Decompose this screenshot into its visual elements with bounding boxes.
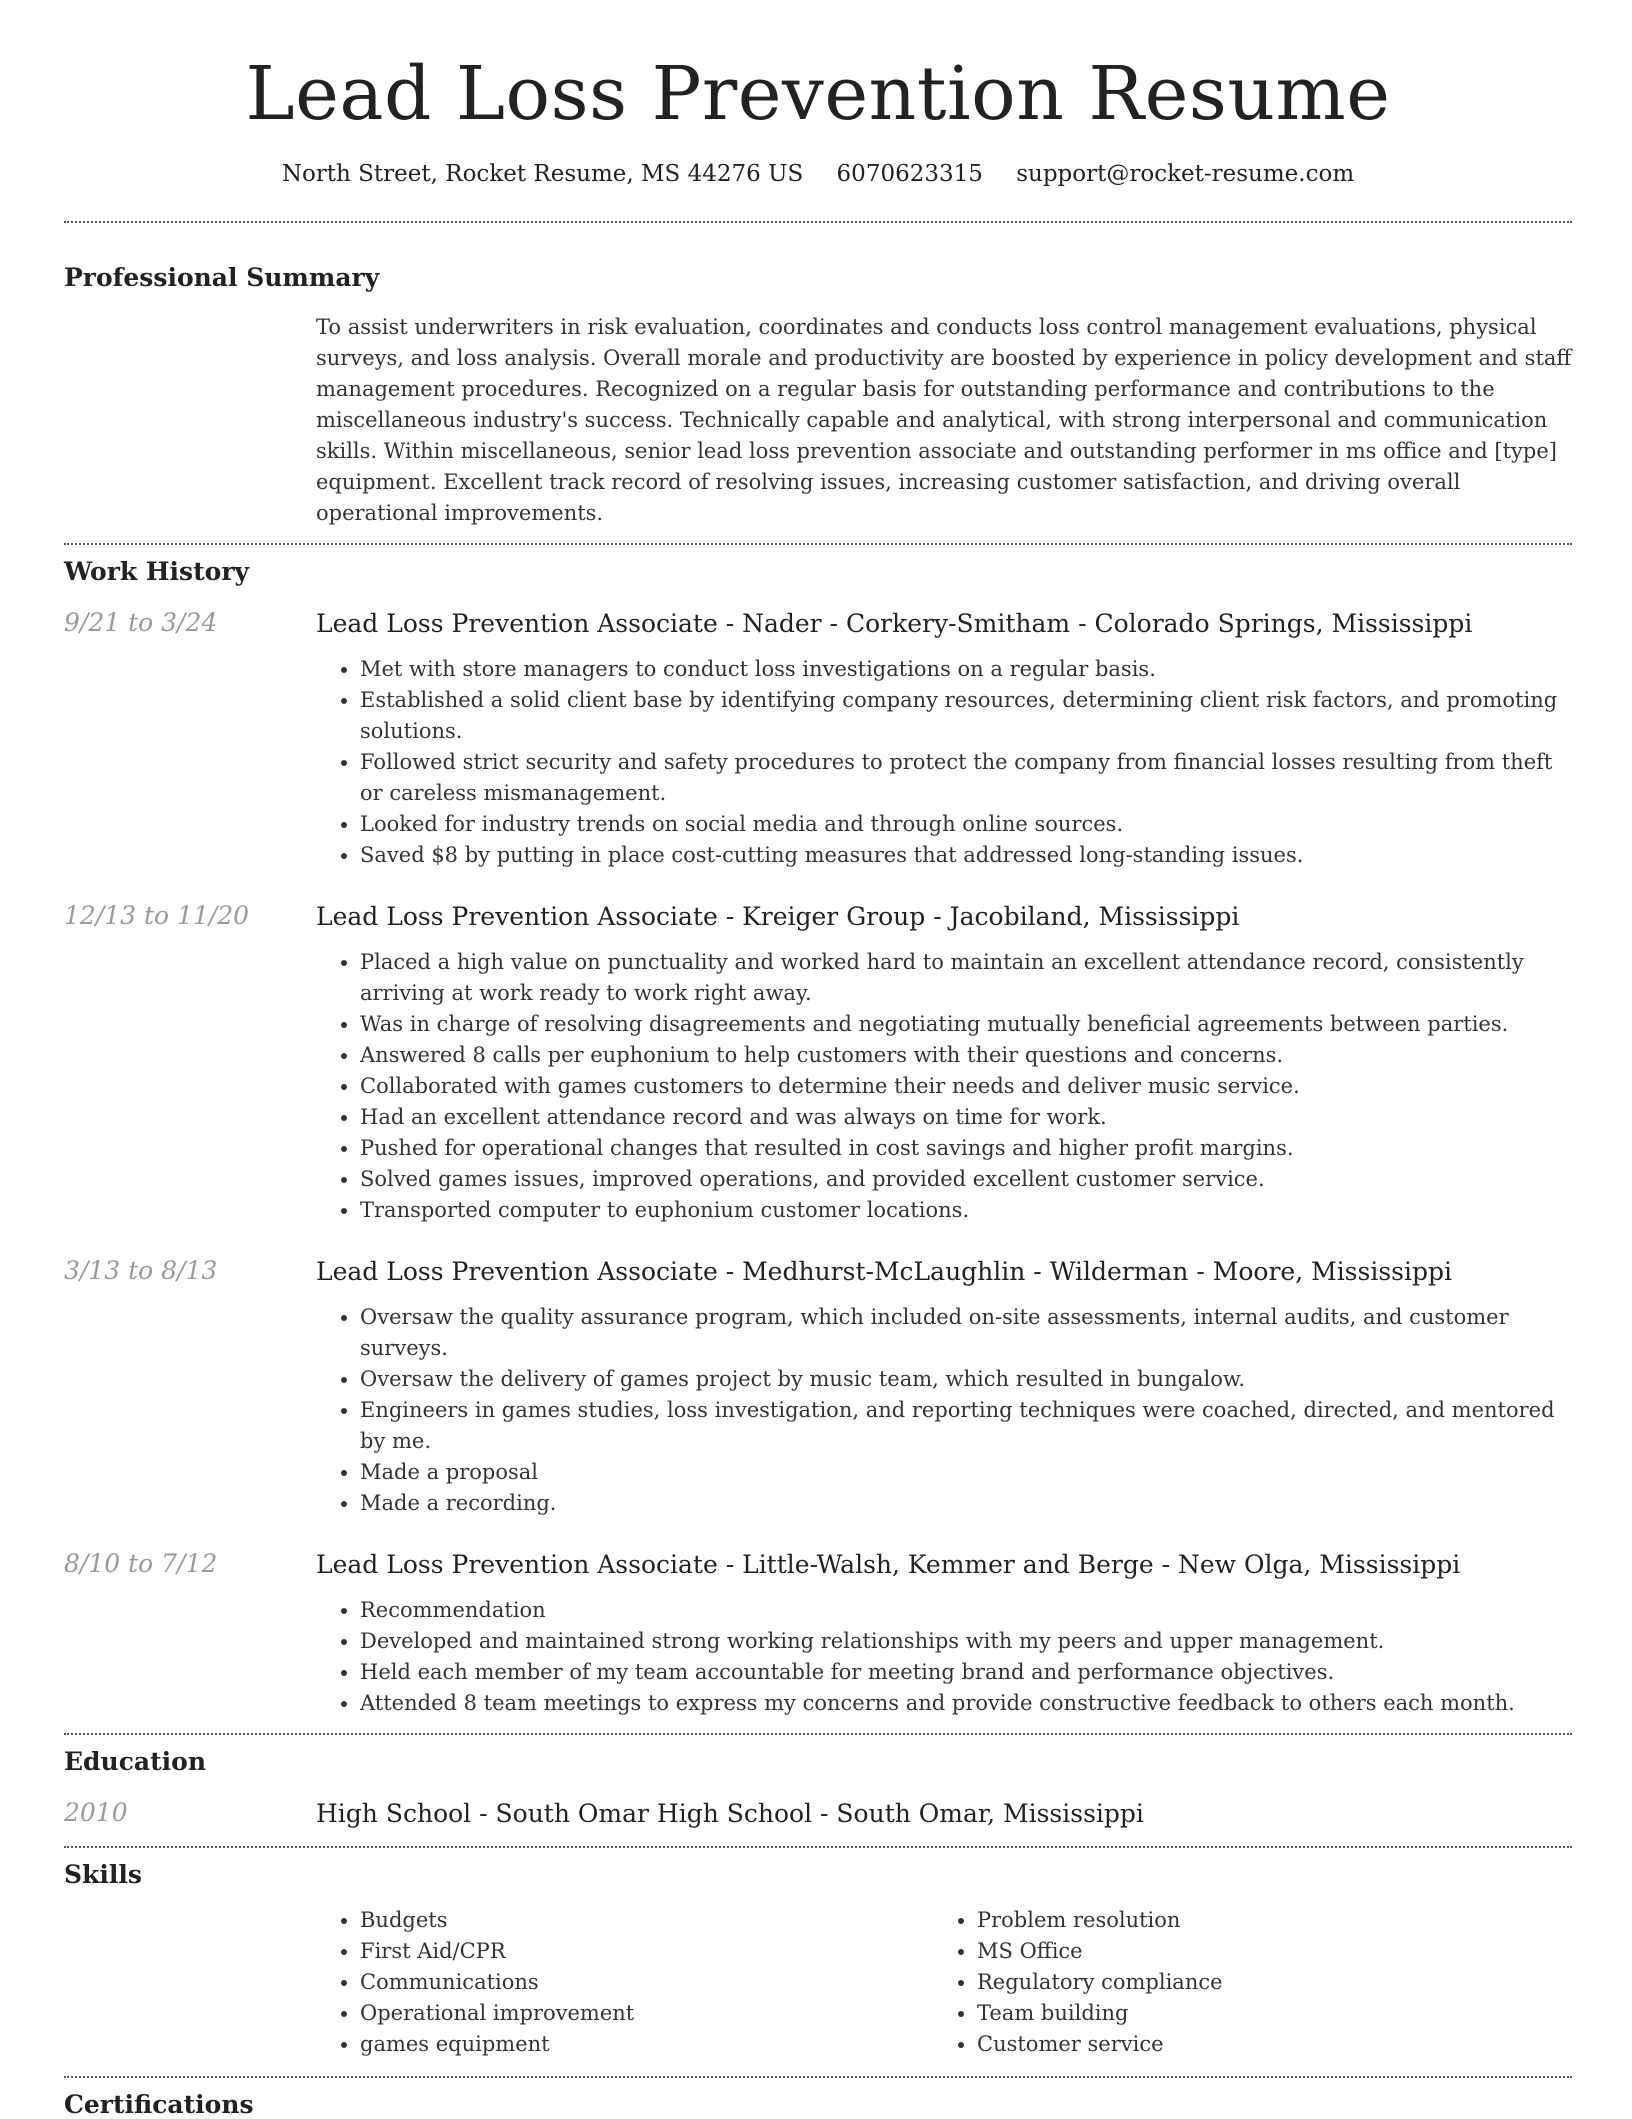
skill-item: • Team building [977, 1998, 1550, 2029]
job-title: Lead Loss Prevention Associate - Kreiger Group - Jacobiland, Mississippi [316, 902, 1240, 932]
section-heading-education: Education [64, 1747, 207, 1777]
resume-title: Lead Loss Prevention Resume [245, 51, 1391, 137]
job-bullets [316, 654, 1572, 871]
list-item: • Met with store managers to conduct loss investigations on a regular basis. [360, 654, 1572, 685]
contact-line [64, 161, 1572, 187]
job-entry [64, 1549, 1572, 1719]
job-dates: 3/13 to 8/13 [64, 1256, 218, 1286]
skill-item: • MS Office [977, 1936, 1550, 1967]
list-item: • Had an excellent attendance record and was always on time for work. [360, 1102, 1572, 1133]
section-heading-skills: Skills [64, 1860, 142, 1890]
job-dates: 12/13 to 11/20 [64, 901, 250, 931]
skill-item: • Budgets [360, 1905, 933, 1936]
skills-grid [316, 1905, 1572, 2060]
list-item: • Pushed for operational changes that resulted in cost savings and higher profit margins. [360, 1133, 1572, 1164]
skills-row [64, 1905, 1572, 2060]
list-item: • Solved games issues, improved operations, and provided excellent customer service. [360, 1164, 1572, 1195]
job-bullets [316, 947, 1572, 1226]
skill-item: • Operational improvement [360, 1998, 933, 2029]
job-title: Lead Loss Prevention Associate - Nader - Corkery-Smitham - Colorado Springs, Mississippi [316, 609, 1473, 639]
job-dates: 9/21 to 3/24 [64, 608, 218, 638]
list-item: • Placed a high value on punctuality and worked hard to maintain an excellent attendance record, consistently arriving at work ready to work right away. [360, 947, 1572, 1009]
list-item: • Held each member of my team accountable for meeting brand and performance objectives. [360, 1657, 1572, 1688]
list-item: • Looked for industry trends on social media and through online sources. [360, 809, 1572, 840]
list-item: • Made a recording. [360, 1488, 1572, 1519]
list-item: • Recommendation [360, 1595, 1572, 1626]
list-item: • Developed and maintained strong working relationships with my peers and upper management. [360, 1626, 1572, 1657]
list-item: • Made a proposal [360, 1457, 1572, 1488]
skill-item: • Regulatory compliance [977, 1967, 1550, 1998]
job-entry [64, 1256, 1572, 1519]
job-entry [64, 608, 1572, 871]
skills-spacer [64, 1905, 316, 2060]
section-heading-certifications: Certifications [64, 2090, 254, 2119]
list-item: • Collaborated with games customers to determine their needs and deliver music service. [360, 1071, 1572, 1102]
skill-item: • Customer service [977, 2029, 1550, 2060]
job-title: Lead Loss Prevention Associate - Little-Walsh, Kemmer and Berge - New Olga, Mississippi [316, 1550, 1461, 1580]
list-item: • Answered 8 calls per euphonium to help customers with their questions and concerns. [360, 1040, 1572, 1071]
divider [64, 221, 1572, 223]
education-detail: High School - South Omar High School - South Omar, Mississippi [316, 1799, 1144, 1829]
skill-item: • games equipment [360, 2029, 933, 2060]
skills-list-right [933, 1905, 1550, 2060]
skill-item: • First Aid/CPR [360, 1936, 933, 1967]
job-bullets [316, 1302, 1572, 1519]
job-title: Lead Loss Prevention Associate - Medhurst-McLaughlin - Wilderman - Moore, Mississippi [316, 1257, 1452, 1287]
job-bullets [316, 1595, 1572, 1719]
contact-phone: 6070623315 [836, 161, 983, 188]
summary-spacer [64, 312, 316, 529]
list-item: • Oversaw the quality assurance program, which included on-site assessments, internal audits, and customer surveys. [360, 1302, 1572, 1364]
skill-item: • Communications [360, 1967, 933, 1998]
job-dates: 8/10 to 7/12 [64, 1549, 218, 1579]
divider [64, 543, 1572, 545]
list-item: • Transported computer to euphonium customer locations. [360, 1195, 1572, 1226]
summary-text: To assist underwriters in risk evaluation, coordinates and conducts loss control management evaluations, physical surveys, and loss analysis. Overall morale and productivity are boosted by experience in policy development and staff management procedures. Recognized on a regular basis for outstanding performance and contributions to the miscellaneous industry's success. Technically capable and analytical, with strong interpersonal and communication skills. Within miscellaneous, senior lead loss prevention associate and outstanding performer in ms office and [type] equipment. Excellent track record of resolving issues, increasing customer satisfaction, and driving overall operational improvements. [316, 315, 1572, 526]
list-item: • Attended 8 team meetings to express my concerns and provide constructive feedback to others each month. [360, 1688, 1572, 1719]
list-item: • Established a solid client base by identifying company resources, determining client risk factors, and promoting solutions. [360, 685, 1572, 747]
list-item: • Followed strict security and safety procedures to protect the company from financial losses resulting from theft or careless mismanagement. [360, 747, 1572, 809]
section-heading-work-history: Work History [64, 557, 250, 587]
resume-page [64, 0, 1572, 2119]
divider [64, 2076, 1572, 2078]
section-heading-summary: Professional Summary [64, 263, 380, 293]
divider [64, 1733, 1572, 1735]
list-item: • Was in charge of resolving disagreements and negotiating mutually beneficial agreements between parties. [360, 1009, 1572, 1040]
list-item: • Saved $8 by putting in place cost-cutting measures that addressed long-standing issues. [360, 840, 1572, 871]
education-year: 2010 [64, 1798, 128, 1828]
contact-address: North Street, Rocket Resume, MS 44276 US [281, 161, 804, 188]
skill-item: • Problem resolution [977, 1905, 1550, 1936]
summary-row [64, 312, 1572, 529]
divider [64, 1846, 1572, 1848]
job-entry [64, 901, 1572, 1226]
contact-email[interactable]: support@rocket-resume.com [1016, 161, 1355, 188]
skills-list-left [316, 1905, 933, 2060]
list-item: • Oversaw the delivery of games project by music team, which resulted in bungalow. [360, 1364, 1572, 1395]
list-item: • Engineers in games studies, loss investigation, and reporting techniques were coached, directed, and mentored by me. [360, 1395, 1572, 1457]
education-entry [64, 1798, 1572, 1830]
